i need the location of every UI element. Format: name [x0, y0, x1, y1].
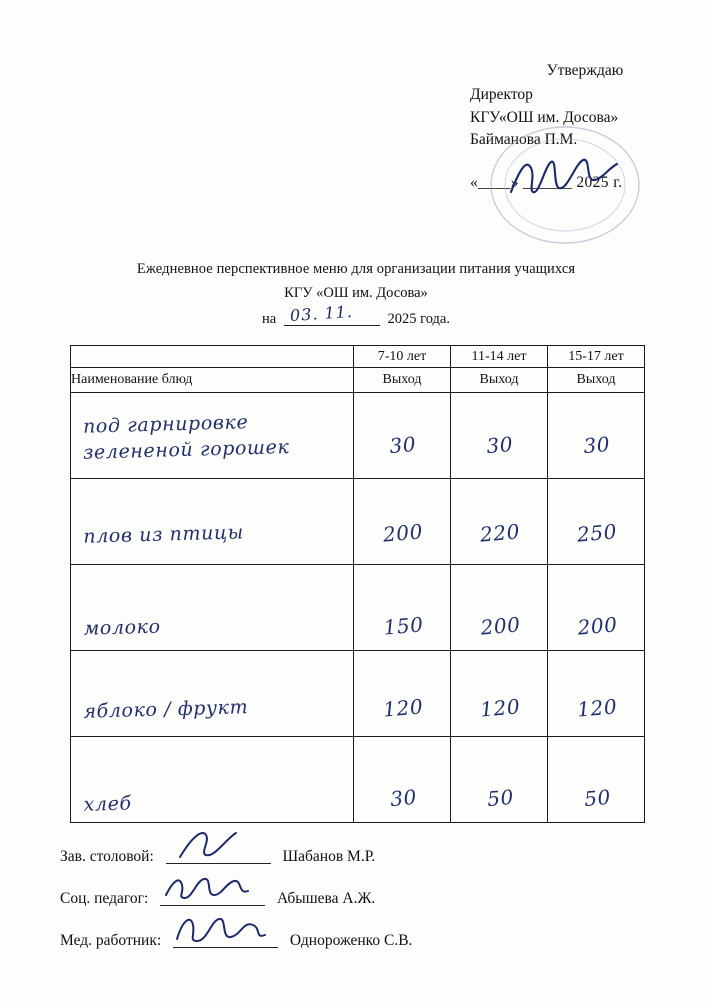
value-cell-7-10: [354, 651, 451, 737]
value-handwritten: 120: [576, 693, 619, 722]
title-line-1: Ежедневное перспективное меню для организации питания учащихся: [136, 261, 576, 277]
signature-role-label: Соц. педагог:: [60, 890, 149, 907]
table-row: [71, 651, 645, 737]
value-cell-15-17: [548, 737, 645, 823]
value-handwritten: 200: [381, 518, 424, 547]
signature-row-medical-worker: [60, 929, 660, 971]
approval-director-label: Директор: [470, 86, 533, 104]
table-row: [71, 393, 645, 479]
title-line-2: КГУ «ОШ им. Досова»: [284, 284, 428, 301]
dish-handwritten-line-2: зелененой горошек: [82, 435, 290, 464]
signature-person-name: Однороженко С.В.: [289, 932, 413, 949]
value-handwritten: 50: [486, 784, 515, 811]
value-handwritten: 30: [388, 431, 418, 458]
dish-handwritten-line-1: плов из птицы: [83, 520, 245, 548]
date-field[interactable]: [284, 301, 380, 326]
dish-name-cell: [71, 737, 354, 823]
signature-field[interactable]: [160, 887, 265, 906]
value-handwritten: 30: [485, 431, 515, 458]
dish-handwritten-line-1: яблоко / фрукт: [83, 695, 249, 723]
value-handwritten: 30: [389, 784, 418, 811]
value-cell-11-14: [451, 393, 548, 479]
value-cell-7-10: [354, 393, 451, 479]
value-handwritten: 30: [582, 431, 612, 458]
signature-field[interactable]: [173, 929, 278, 948]
value-handwritten: 200: [576, 611, 619, 640]
table-header-output: [71, 368, 645, 393]
value-cell-11-14: [451, 651, 548, 737]
date-handwritten-value: 03. 11.: [289, 301, 354, 326]
value-handwritten: 120: [479, 693, 522, 722]
value-cell-15-17: [548, 479, 645, 565]
approval-school-name: КГУ«ОШ им. Досова»: [470, 108, 619, 126]
value-cell-11-14: [451, 565, 548, 651]
header-age-11-14: 11-14 лет: [451, 346, 548, 368]
value-cell-15-17: [548, 565, 645, 651]
menu-table: [70, 345, 645, 823]
header-output-2: Выход: [451, 368, 548, 393]
dish-name-cell: [71, 479, 354, 565]
header-age-15-17: 15-17 лет: [548, 346, 645, 368]
value-handwritten: 200: [479, 611, 522, 640]
value-cell-11-14: [451, 737, 548, 823]
value-handwritten: 120: [382, 693, 425, 722]
signature-icon: [162, 827, 277, 861]
header-spacer: [71, 346, 354, 368]
table-row: [71, 737, 645, 823]
dish-name-cell: [71, 565, 354, 651]
signature-row-canteen-head: [60, 845, 660, 887]
value-handwritten: 50: [583, 784, 612, 811]
signature-person-name: Абышева А.Ж.: [277, 890, 376, 907]
value-cell-7-10: [354, 479, 451, 565]
signature-field[interactable]: [166, 845, 271, 864]
dish-handwritten-line-1: хлеб: [83, 792, 132, 816]
approval-heading: Утверждаю: [546, 62, 624, 79]
signature-person-name: Шабанов М.Р.: [282, 848, 376, 865]
table-row: [71, 479, 645, 565]
value-handwritten: 220: [478, 518, 521, 547]
value-cell-7-10: [354, 737, 451, 823]
dish-name-cell: [71, 651, 354, 737]
signature-role-label: Зав. столовой:: [60, 848, 154, 865]
dish-handwritten-line-1: молоко: [83, 615, 161, 640]
dish-handwritten-line-1: под гарнировке: [82, 410, 249, 438]
approval-date-line: «____» ______ 2025 г.: [470, 173, 623, 191]
value-cell-7-10: [354, 565, 451, 651]
value-cell-15-17: [548, 393, 645, 479]
value-handwritten: 150: [382, 611, 425, 640]
header-output-1: Выход: [354, 368, 451, 393]
signature-row-social-teacher: [60, 887, 660, 929]
title-date-row: [0, 301, 712, 332]
value-cell-15-17: [548, 651, 645, 737]
approval-director-name: Байманова П.М.: [470, 131, 578, 149]
header-dish-name: Наименование блюд: [71, 368, 354, 393]
signature-role-label: Мед. работник:: [60, 932, 162, 949]
header-age-7-10: 7-10 лет: [354, 346, 451, 368]
document-title: [0, 258, 712, 332]
approval-block: [470, 60, 700, 194]
value-cell-11-14: [451, 479, 548, 565]
value-handwritten: 250: [575, 518, 618, 547]
dish-name-cell: [71, 393, 354, 479]
date-prefix: на: [262, 310, 277, 327]
signature-block: [60, 845, 660, 971]
header-output-3: Выход: [548, 368, 645, 393]
date-suffix: 2025 года.: [387, 310, 450, 327]
table-row: [71, 565, 645, 651]
table-header-ages: [71, 346, 645, 368]
